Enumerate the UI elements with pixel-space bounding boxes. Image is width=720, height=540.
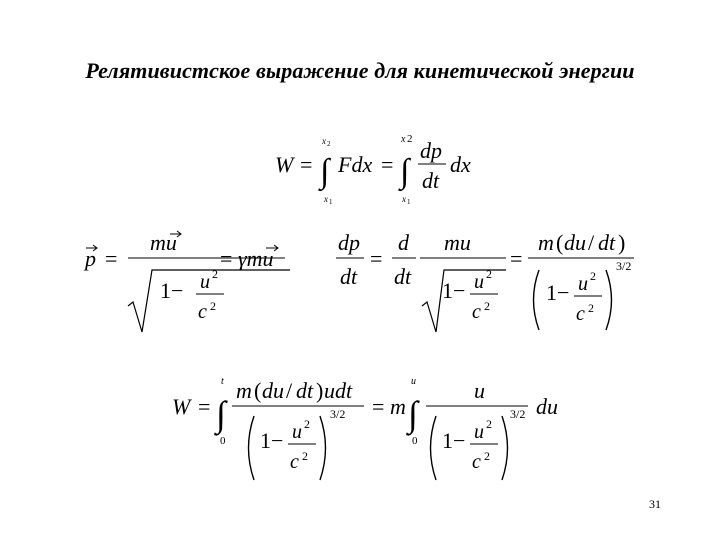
svg-text:u: u <box>474 421 484 443</box>
svg-text:x: x <box>322 136 326 146</box>
svg-text:t: t <box>221 376 224 387</box>
svg-text:(: ( <box>254 378 262 403</box>
svg-text:dt: dt <box>394 264 412 289</box>
svg-text:2: 2 <box>486 417 492 431</box>
svg-text:3/2: 3/2 <box>510 407 526 421</box>
slide-title: Релятивистское выражение для кинетической энергии <box>85 58 635 83</box>
svg-text:1−: 1− <box>442 428 466 453</box>
svg-text:c: c <box>198 301 207 323</box>
svg-text:=: = <box>381 152 394 177</box>
svg-text:3/2: 3/2 <box>330 407 346 421</box>
svg-text:∫: ∫ <box>400 153 410 190</box>
svg-text:du: du <box>536 394 558 419</box>
svg-text:mu: mu <box>150 230 177 255</box>
svg-text:2: 2 <box>304 417 310 431</box>
svg-text:2: 2 <box>407 133 413 145</box>
svg-text:=: = <box>220 246 233 271</box>
svg-text:m: m <box>390 394 406 419</box>
svg-text:m: m <box>236 378 252 403</box>
svg-text:1: 1 <box>329 198 333 206</box>
svg-text:): ) <box>316 378 324 403</box>
svg-text:2: 2 <box>588 301 594 315</box>
svg-text:dt: dt <box>422 168 440 193</box>
svg-text:dp: dp <box>420 138 442 163</box>
svg-text:=: = <box>372 394 385 419</box>
svg-text:du: du <box>262 378 284 403</box>
svg-text:dp: dp <box>338 230 360 255</box>
svg-text:x: x <box>401 134 406 145</box>
svg-text:udt: udt <box>324 378 353 403</box>
svg-text:1−: 1− <box>160 278 184 303</box>
svg-text:=: = <box>300 152 313 177</box>
svg-text:d: d <box>398 230 409 255</box>
svg-text:u: u <box>474 271 484 293</box>
svg-text:1−: 1− <box>442 278 466 303</box>
svg-text:p: p <box>85 246 96 271</box>
svg-text:W: W <box>275 152 294 177</box>
svg-text:/: / <box>588 230 595 255</box>
svg-text:du: du <box>564 230 586 255</box>
svg-text:dt: dt <box>598 230 616 255</box>
svg-text:1−: 1− <box>546 280 570 305</box>
svg-text:m: m <box>538 230 554 255</box>
svg-text:∫: ∫ <box>320 153 330 190</box>
svg-text:0: 0 <box>220 435 226 447</box>
svg-text:2: 2 <box>212 267 218 281</box>
svg-text:u: u <box>200 271 210 293</box>
svg-text:2: 2 <box>210 299 216 313</box>
svg-text:u: u <box>474 378 485 403</box>
svg-text:2: 2 <box>484 449 490 463</box>
svg-text:2: 2 <box>302 449 308 463</box>
svg-text:dt: dt <box>296 378 314 403</box>
svg-text:x: x <box>402 194 406 204</box>
svg-text:W: W <box>172 394 191 419</box>
svg-text:mu: mu <box>444 230 471 255</box>
svg-text:c: c <box>472 301 481 323</box>
svg-text:u: u <box>578 273 588 295</box>
svg-text:2: 2 <box>327 140 331 148</box>
svg-text:=: = <box>198 394 211 419</box>
svg-text:u: u <box>292 421 302 443</box>
svg-text:2: 2 <box>486 267 492 281</box>
svg-text:): ) <box>618 230 626 255</box>
svg-text:2: 2 <box>590 269 596 283</box>
svg-text:=: = <box>370 246 383 271</box>
svg-text:(: ( <box>556 230 564 255</box>
svg-text:c: c <box>472 451 481 473</box>
svg-text:c: c <box>576 303 585 325</box>
kinetic-energy-formula <box>168 372 588 487</box>
svg-text:γmu: γmu <box>238 246 274 271</box>
svg-text:1−: 1− <box>260 428 284 453</box>
work-integral-formula <box>270 130 490 210</box>
svg-text:c: c <box>290 451 299 473</box>
svg-text:2: 2 <box>484 299 490 313</box>
svg-text:∫: ∫ <box>408 394 418 434</box>
momentum-formula <box>80 228 310 338</box>
svg-text:/: / <box>286 378 293 403</box>
svg-text:dt: dt <box>340 264 358 289</box>
svg-text:x: x <box>324 194 328 204</box>
svg-text:0: 0 <box>412 435 418 447</box>
svg-text:1: 1 <box>407 198 411 206</box>
svg-text:=: = <box>105 246 118 271</box>
svg-text:3/2: 3/2 <box>616 259 632 273</box>
svg-text:u: u <box>411 376 416 387</box>
svg-text:∫: ∫ <box>216 394 226 434</box>
svg-text:Fdx: Fdx <box>338 152 373 177</box>
momentum-derivative-formula <box>334 228 654 338</box>
page-number: 31 <box>649 497 661 511</box>
svg-text:dx: dx <box>450 152 471 177</box>
svg-text:=: = <box>510 246 523 271</box>
